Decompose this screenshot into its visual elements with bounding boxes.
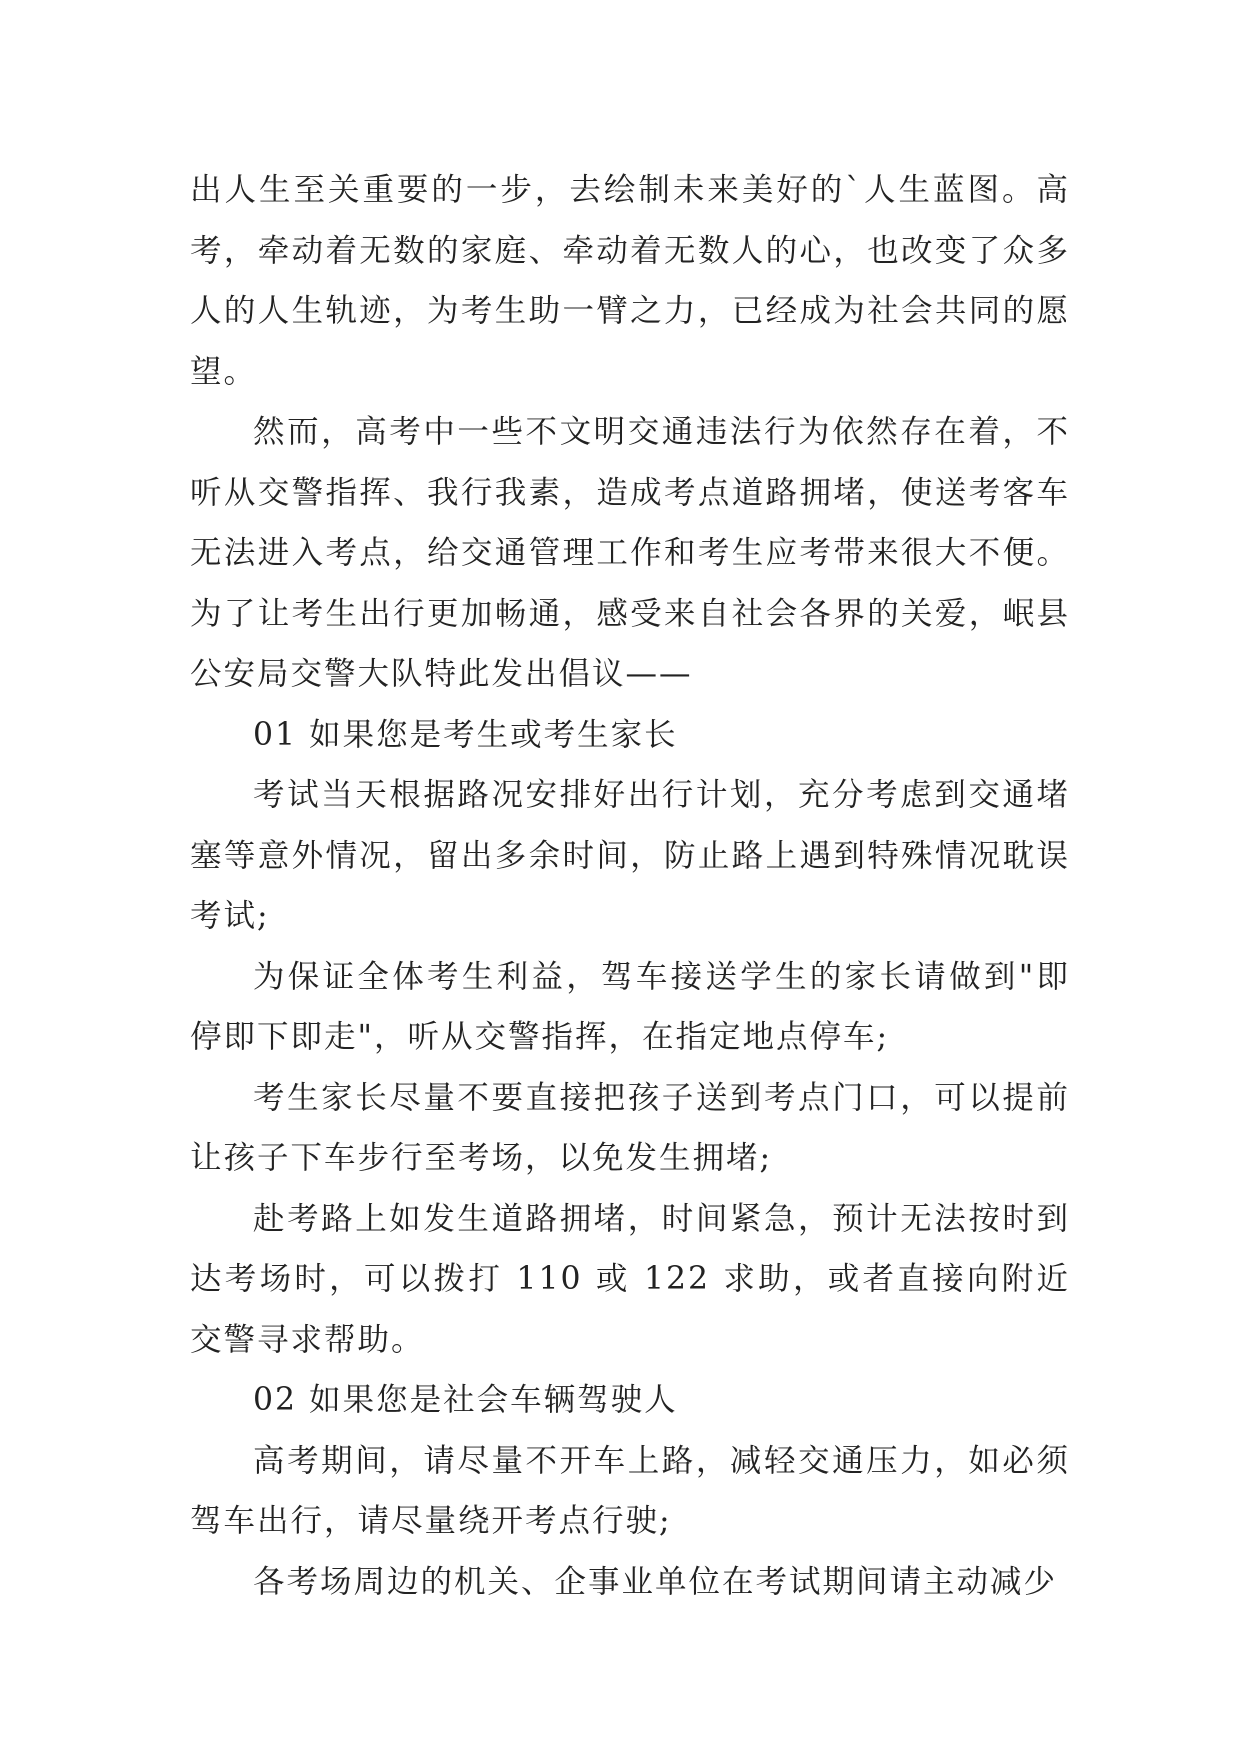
paragraph-3: 考试当天根据路况安排好出行计划，充分考虑到交通堵塞等意外情况，留出多余时间，防止路上遇到特殊情况耽误考试; (190, 777, 1070, 934)
paragraph-1: 出人生至关重要的一步，去绘制未来美好的`人生蓝图。高考，牵动着无数的家庭、牵动着无数人的心，也改变了众多人的人生轨迹，为考生助一臂之力，已经成为社会共同的愿望。 (190, 172, 1070, 390)
paragraph-4: 为保证全体考生利益，驾车接送学生的家长请做到"即停即下即走"，听从交警指挥，在指定地点停车; (190, 958, 1070, 1055)
section-heading-01: 01 如果您是考生或考生家长 (253, 716, 678, 753)
paragraph-8: 各考场周边的机关、企事业单位在考试期间请主动减少 (253, 1563, 1058, 1600)
paragraph-6: 赴考路上如发生道路拥堵，时间紧急，预计无法按时到达考场时，可以拨打 110 或 122 求助，或者直接向附近交警寻求帮助。 (190, 1200, 1070, 1358)
document-body (190, 160, 1070, 1612)
section-heading-02: 02 如果您是社会车辆驾驶人 (253, 1382, 678, 1418)
paragraph-7: 高考期间，请尽量不开车上路，减轻交通压力，如必须驾车出行，请尽量绕开考点行驶; (190, 1442, 1070, 1539)
paragraph-5: 考生家长尽量不要直接把孩子送到考点门口，可以提前让孩子下车步行至考场，以免发生拥堵; (190, 1079, 1070, 1176)
paragraph-2: 然而，高考中一些不文明交通违法行为依然存在着，不听从交警指挥、我行我素，造成考点道路拥堵，使送考客车无法进入考点，给交通管理工作和考生应考带来很大不便。为了让考生出行更加畅通，感受来自社会各界的关爱，岷县公安局交警大队特此发出倡议—— (190, 414, 1070, 692)
